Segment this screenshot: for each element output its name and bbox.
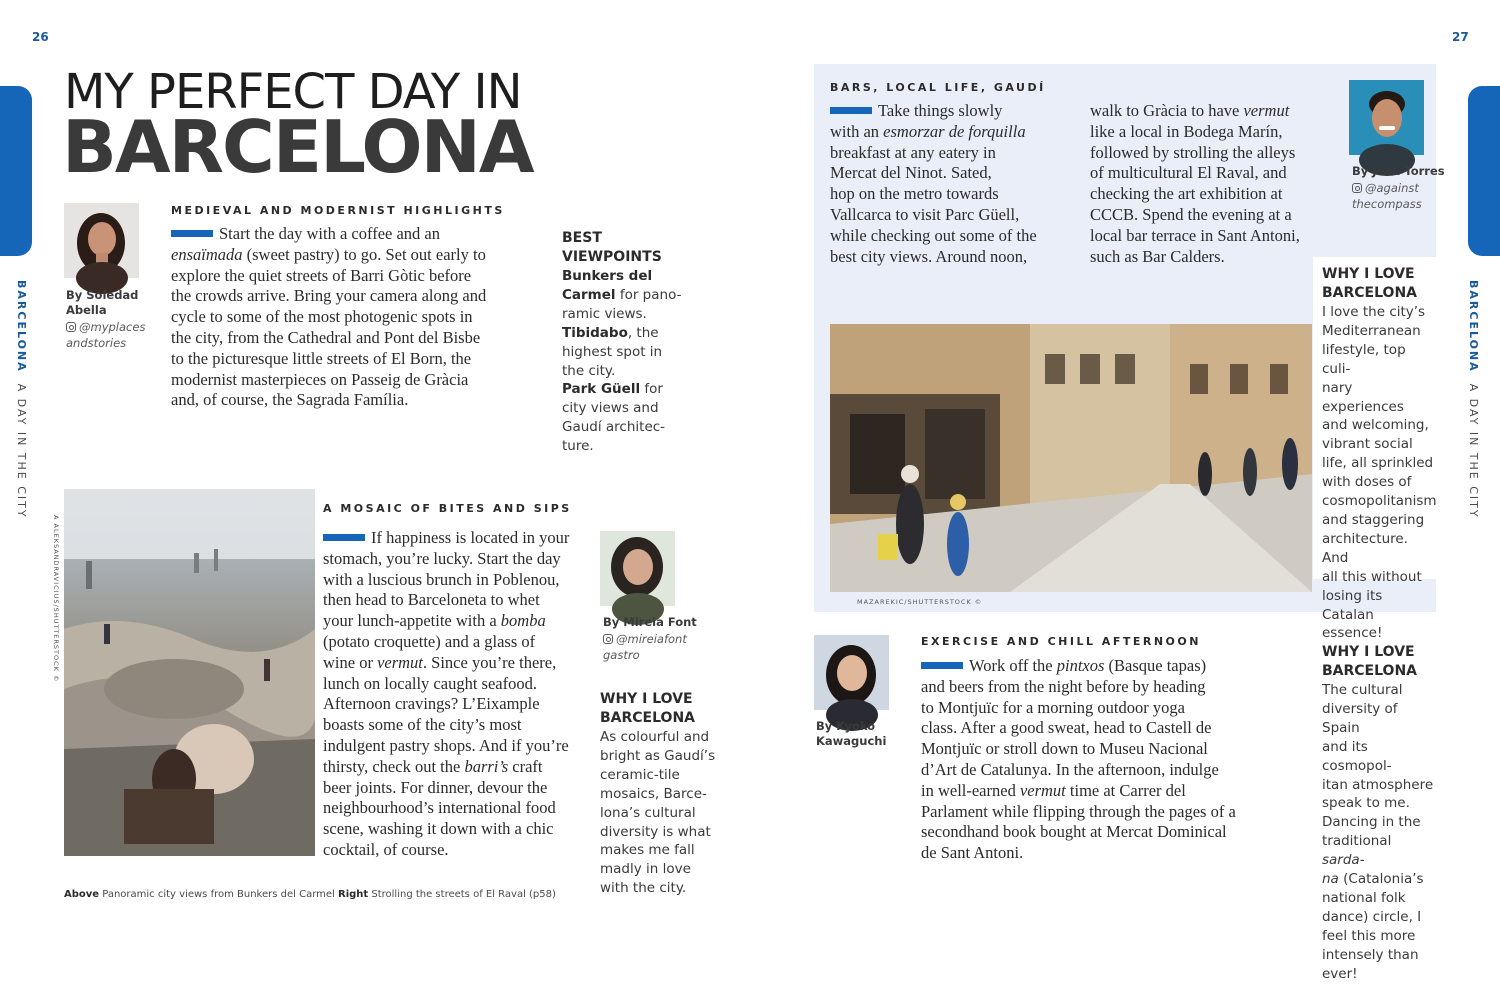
why-love-heading-1: WHY I LOVE <box>600 691 693 707</box>
body-line: hop on the metro towards <box>830 184 999 204</box>
author-name-line1: By Mireia Font <box>603 615 697 629</box>
body-line: Start the day with a coffee and an <box>171 224 541 245</box>
body-line: to the picturesque little streets of El Born, the <box>171 348 472 368</box>
section-body-exercise <box>921 656 1301 864</box>
body-line: the crowds arrive. Bring your camera along and <box>171 286 487 306</box>
author-avatar-mireia <box>600 531 675 606</box>
best-viewpoints-list <box>562 267 692 456</box>
body-line: local bar terrace in Sant Antoni, <box>1090 225 1300 245</box>
why-love-line: and staggering <box>1322 511 1425 528</box>
body-line: your lunch-appetite with a bomba <box>323 611 546 631</box>
why-love-heading-2: BARCELONA <box>600 710 695 726</box>
body-line: Montjuïc or stroll down to Museu Nacional <box>921 739 1208 759</box>
caption-right-text: Strolling the streets of El Raval (p58) <box>368 889 556 900</box>
body-line: Mercat del Ninot. Sated, <box>830 163 992 183</box>
caption-above-label: Above <box>64 889 100 900</box>
body-line: beer joints. For dinner, devour the <box>323 777 548 797</box>
side-label-section: A DAY IN THE CITY <box>1467 383 1480 519</box>
why-love-line: lona’s cultural <box>600 804 696 821</box>
why-love-line: As colourful and <box>600 729 710 745</box>
section-kicker-bars: BARS, LOCAL LIFE, GAUDÍ <box>830 81 1046 94</box>
body-line: with an esmorzar de forquilla <box>830 121 1026 141</box>
why-love-line: speak to me. <box>1322 795 1410 812</box>
author-name-line2: Abella <box>66 303 107 317</box>
why-love-line: essence! <box>1322 625 1383 642</box>
body-line: such as Bar Calders. <box>1090 246 1225 266</box>
viewpoint-line: Gaudí architec- <box>562 419 666 436</box>
body-line: class. After a good sweat, head to Castell de <box>921 718 1212 738</box>
why-love-line: ceramic-tile <box>600 766 680 783</box>
page-number-right: 27 <box>1452 30 1469 44</box>
viewpoint-line: ture. <box>562 438 594 455</box>
viewpoint-line: highest spot in <box>562 343 663 360</box>
author-name-line1: By Soledad <box>66 288 139 302</box>
why-love-line: na (Catalonia’s <box>1322 871 1424 888</box>
side-label-city: BARCELONA <box>15 280 28 373</box>
instagram-icon <box>603 634 613 644</box>
author-handle-joan <box>1352 180 1422 212</box>
why-love-line: diversity is what <box>600 823 711 840</box>
why-love-line: makes me fall <box>600 842 695 859</box>
body-line: followed by strolling the alleys <box>1090 142 1296 162</box>
why-love-text-1 <box>600 728 730 898</box>
why-love-line: Dancing in the <box>1322 814 1421 831</box>
section-kicker-mosaic: A MOSAIC OF BITES AND SIPS <box>323 502 572 515</box>
section-body-mosaic <box>323 528 595 861</box>
viewpoint-line: the city. <box>562 362 616 379</box>
body-line: explore the quiet streets of Barri Gòtic before <box>171 265 472 285</box>
photo-caption <box>64 889 556 900</box>
body-line: cycle to some of the most photogenic spots in <box>171 307 473 327</box>
body-line: wine or vermut. Since you’re there, <box>323 652 557 672</box>
why-love-heading-1: WHY I LOVE <box>1322 644 1415 660</box>
why-love-text-2 <box>1322 303 1436 643</box>
body-line: while checking out some of the <box>830 225 1037 245</box>
author-byline-kyoko <box>816 719 886 749</box>
body-line: CCCB. Spend the evening at a <box>1090 204 1292 224</box>
viewpoint-line: Carmel for pano- <box>562 286 682 303</box>
body-line: (potato croquette) and a glass of <box>323 631 536 651</box>
body-line: Work off the pintxos (Basque tapas) <box>921 656 1301 677</box>
why-love-line: mosaics, Barce- <box>600 785 707 802</box>
why-love-line: dance) circle, I <box>1322 908 1422 925</box>
body-line: de Sant Antoni. <box>921 843 1024 863</box>
handle-line1: @myplaces <box>79 320 146 334</box>
section-tab-left <box>0 86 32 256</box>
why-love-line: The cultural <box>1322 682 1403 698</box>
side-label-section: A DAY IN THE CITY <box>15 383 28 519</box>
body-line: ensaïmada (sweet pastry) to go. Set out early to <box>171 244 486 264</box>
why-love-line: I love the city’s <box>1322 304 1426 320</box>
body-line: indulgent pastry shops. And if you’re <box>323 735 569 755</box>
why-love-line: cosmopolitanism <box>1322 493 1437 510</box>
accent-bar <box>323 534 365 541</box>
body-line: like a local in Bodega Marín, <box>1090 121 1283 141</box>
body-line: with a luscious brunch in Poblenou, <box>323 569 560 589</box>
author-avatar-kyoko <box>814 635 889 710</box>
why-love-line: ever! <box>1322 965 1358 982</box>
body-line: cocktail, of course. <box>323 839 449 859</box>
instagram-icon <box>1352 183 1362 193</box>
author-avatar-soledad <box>64 203 139 278</box>
why-love-box-3 <box>1322 643 1436 984</box>
best-viewpoints-heading-1: BEST <box>562 230 602 246</box>
why-love-line: bright as Gaudí’s <box>600 747 716 764</box>
body-line: scene, washing it down with a chic <box>323 819 554 839</box>
photo-credit-1: A ALEKSANDRAVICIUS/SHUTTERSTOCK © <box>52 515 60 683</box>
why-love-line: with the city. <box>600 880 687 897</box>
body-line: neighbourhood’s international food <box>323 798 556 818</box>
side-label-city: BARCELONA <box>1467 280 1480 373</box>
photo-bunkers-del-carmel <box>64 489 315 856</box>
body-line: walk to Gràcia to have vermut <box>1090 101 1290 120</box>
body-line: checking the art exhibition at <box>1090 184 1283 204</box>
handle-line2: andstories <box>66 336 127 350</box>
author-byline-mireia <box>603 615 697 630</box>
why-love-line: and welcoming, <box>1322 417 1429 434</box>
viewpoint-line: ramic views. <box>562 305 647 322</box>
body-line: and beers from the night before by heading <box>921 676 1206 696</box>
viewpoint-line: Bunkers del <box>562 268 653 284</box>
body-line: in well-earned vermut time at Carrer del <box>921 780 1186 800</box>
body-line: stomach, you’re lucky. Start the day <box>323 548 561 568</box>
why-love-box-1 <box>600 690 730 898</box>
why-love-line: nary experiences <box>1322 379 1404 415</box>
author-handle-mireia <box>603 631 687 663</box>
why-love-heading-1: WHY I LOVE <box>1322 266 1415 282</box>
accent-bar <box>171 230 213 237</box>
body-line: to Montjuïc for a morning outdoor yoga <box>921 697 1185 717</box>
page-number-left: 26 <box>32 30 49 44</box>
why-love-line: traditional sarda- <box>1322 833 1392 869</box>
instagram-icon <box>66 322 76 332</box>
why-love-heading-2: BARCELONA <box>1322 285 1417 301</box>
why-love-text-3 <box>1322 681 1436 984</box>
section-body-medieval <box>171 224 541 411</box>
why-love-line: itan atmosphere <box>1322 776 1434 793</box>
section-kicker-medieval: MEDIEVAL AND MODERNIST HIGHLIGHTS <box>171 204 505 217</box>
body-line: and, of course, the Sagrada Família. <box>171 390 409 410</box>
why-love-line: feel this more <box>1322 927 1416 944</box>
body-line: of multicultural El Raval, and <box>1090 163 1287 183</box>
section-kicker-exercise: EXERCISE AND CHILL AFTERNOON <box>921 635 1201 648</box>
body-line: Afternoon cravings? L’Eixample <box>323 694 540 714</box>
page-title-line1: MY PERFECT DAY IN <box>64 64 522 120</box>
body-line: secondhand book bought at Mercat Dominical <box>921 822 1227 842</box>
why-love-heading-2: BARCELONA <box>1322 663 1417 679</box>
why-love-line: madly in love <box>600 861 691 878</box>
why-love-line: and its cosmopol- <box>1322 738 1392 774</box>
body-line: breakfast at any eatery in <box>830 142 996 162</box>
why-love-line: vibrant social <box>1322 436 1413 453</box>
caption-right-label: Right <box>338 889 369 900</box>
viewpoint-line: city views and <box>562 400 659 417</box>
photo-credit-2: MAZAREKIC/SHUTTERSTOCK © <box>857 598 983 606</box>
accent-bar <box>921 662 963 669</box>
why-love-line: intensely than <box>1322 946 1419 963</box>
author-handle-soledad <box>66 319 145 351</box>
handle-line1: @mireiafont <box>616 632 687 646</box>
author-name-line1: By Joan Torres <box>1352 164 1445 178</box>
body-line: lunch on locally caught seafood. <box>323 673 537 693</box>
section-tab-right <box>1468 86 1500 256</box>
section-body-bars-col1 <box>830 101 1080 267</box>
why-love-line: national folk <box>1322 889 1406 906</box>
best-viewpoints-box <box>562 229 692 456</box>
side-label-left <box>15 280 28 519</box>
handle-line1: @against <box>1365 181 1419 195</box>
body-line: If happiness is located in your <box>323 528 595 549</box>
handle-line2: gastro <box>603 648 640 662</box>
author-byline-soledad <box>66 288 138 318</box>
why-love-line: lifestyle, top culi- <box>1322 341 1406 377</box>
best-viewpoints-heading-2: VIEWPOINTS <box>562 249 662 265</box>
body-line: Parlament while flipping through the pages of a <box>921 801 1236 821</box>
body-line: Take things slowly <box>830 101 1080 122</box>
viewpoint-line: Park Güell for <box>562 381 663 398</box>
page-title-line2: BARCELONA <box>62 105 533 189</box>
why-love-line: all this without <box>1322 568 1422 585</box>
caption-above-text: Panoramic city views from Bunkers del Carmel <box>99 889 338 900</box>
why-love-line: losing its Catalan <box>1322 587 1383 623</box>
side-label-right <box>1467 280 1480 519</box>
body-line: modernist masterpieces on Passeig de Gràcia <box>171 369 469 389</box>
author-name-line2: Kawaguchi <box>816 734 887 748</box>
photo-el-raval-street <box>830 324 1312 592</box>
handle-line2: thecompass <box>1352 197 1422 211</box>
body-line: thirsty, check out the barri’s craft <box>323 756 543 776</box>
accent-bar <box>830 107 872 114</box>
body-line: boasts some of the city’s most <box>323 715 522 735</box>
why-love-line: Mediterranean <box>1322 322 1421 339</box>
body-line: then head to Barceloneta to whet <box>323 590 540 610</box>
why-love-line: life, all sprinkled <box>1322 455 1434 472</box>
section-body-bars-col2 <box>1090 101 1340 267</box>
viewpoint-line: Tibidabo, the <box>562 324 659 341</box>
body-line: Vallcarca to visit Parc Güell, <box>830 204 1020 224</box>
why-love-line: diversity of Spain <box>1322 700 1398 736</box>
why-love-line: with doses of <box>1322 474 1412 491</box>
why-love-box-2 <box>1322 265 1436 643</box>
body-line: d’Art de Catalunya. In the afternoon, indulge <box>921 759 1219 779</box>
body-line: best city views. Around noon, <box>830 246 1028 266</box>
author-byline-joan <box>1352 164 1445 179</box>
why-love-line: architecture. And <box>1322 530 1408 566</box>
author-avatar-joan <box>1349 80 1424 155</box>
body-line: the city, from the Cathedral and Pont del Bisbe <box>171 327 481 347</box>
author-name-line1: By Kyoko <box>816 719 876 733</box>
